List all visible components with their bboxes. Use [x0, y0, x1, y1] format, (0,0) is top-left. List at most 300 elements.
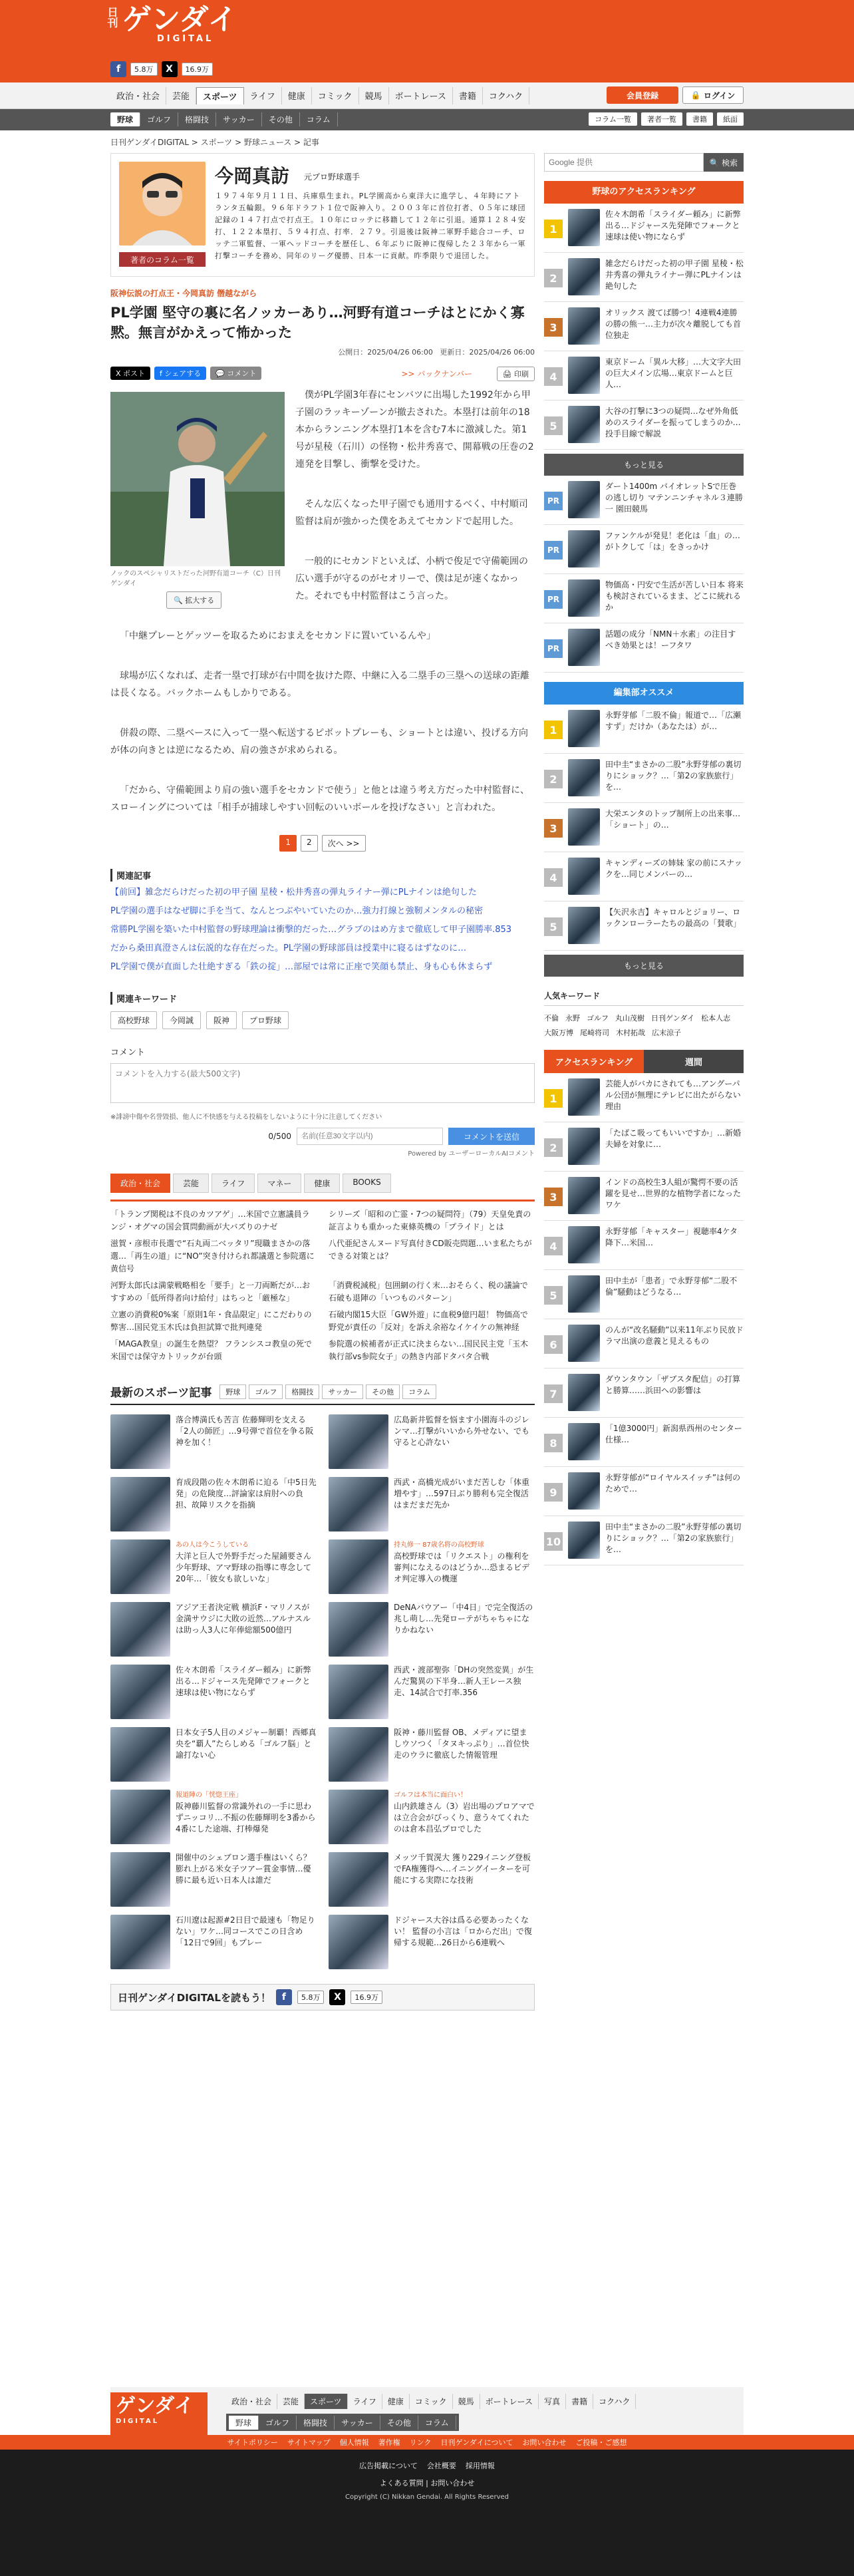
- popular-keyword[interactable]: 不倫: [544, 1014, 559, 1023]
- x-icon[interactable]: X: [162, 61, 178, 77]
- sports-item-title[interactable]: 大洋と巨人で外野手だった屋鋪要さん 少年野球、アマ野球の指導に専念して20年…「彼女も欲しいな」: [176, 1551, 312, 1583]
- related-link[interactable]: PL学園で僕が直面した壮絶すぎる「鉄の掟」…部屋では常に正座で笑顔も禁止、身も心も休まらず: [110, 962, 493, 972]
- ranking-item[interactable]: [544, 1319, 744, 1368]
- sports-thumbnail[interactable]: [329, 1790, 388, 1844]
- sports-item-title[interactable]: 日本女子5人目のメジャー制覇！西郷真央を“覇人”たらしめる「ゴルフ脳」と諭打ない心: [176, 1728, 317, 1760]
- rank-thumbnail[interactable]: [568, 907, 600, 944]
- author-columns-button[interactable]: 著者のコラム一覧: [119, 252, 206, 267]
- sports-item[interactable]: [110, 1852, 317, 1907]
- sports-item[interactable]: [110, 1477, 317, 1531]
- sidebar: [544, 153, 744, 1565]
- sports-item-tag: 報道陣の「恍惚王座」: [176, 1792, 242, 1799]
- sports-item[interactable]: [329, 1539, 535, 1594]
- register-button[interactable]: 会員登録: [607, 86, 678, 104]
- footer-nav-item[interactable]: コクハク: [593, 2394, 636, 2409]
- rank-title[interactable]: 【矢沢永吉】キャロルとジョリー、ロックンローラーたちの最高の「賛歌」: [605, 907, 742, 928]
- sports-item-text: [394, 1539, 535, 1594]
- subnav-right-item[interactable]: コラム一覧: [589, 112, 637, 126]
- gnav-item[interactable]: 芸能: [166, 87, 196, 104]
- rank-title[interactable]: 永野芽郁が“ロイヤルスイッチ”は何のためで…: [605, 1473, 741, 1494]
- popular-keywords-heading: 人気キーワード: [544, 990, 744, 1006]
- comment-textarea[interactable]: [110, 1063, 535, 1103]
- ranking-item[interactable]: [544, 574, 744, 623]
- rank-title[interactable]: ファンケルが発見！老化は「血」の…がトクして「は」をきっかけ: [605, 531, 740, 552]
- headline-tabs: [110, 1174, 535, 1193]
- sports-grid: [110, 1414, 535, 1969]
- ranking-item[interactable]: [544, 1516, 744, 1565]
- sports-thumbnail[interactable]: [110, 1727, 170, 1782]
- share-comment-button[interactable]: 💬 コメント: [210, 367, 261, 380]
- sports-item-title[interactable]: 阪神・藤川監督 OB、メディアに望ましウソつく「タヌキっぷり」…首位快走のウラに徹底した情報管理: [394, 1728, 529, 1760]
- ranking-item[interactable]: [544, 901, 744, 951]
- keyword-tag[interactable]: プロ野球: [242, 1011, 289, 1029]
- sports-item[interactable]: [329, 1852, 535, 1907]
- footer-nav-item[interactable]: 政治・社会: [226, 2394, 277, 2409]
- headline-tab[interactable]: マネー: [257, 1174, 301, 1193]
- ranking-item[interactable]: [544, 302, 744, 351]
- footer-subnav-item[interactable]: ゴルフ: [259, 2416, 297, 2430]
- subnav-right-item[interactable]: 著者一覧: [641, 112, 682, 126]
- subnav-item[interactable]: コラム: [300, 112, 338, 126]
- popular-keyword[interactable]: 木村拓哉: [616, 1029, 645, 1037]
- sports-item-text: [176, 1665, 317, 1719]
- rank-thumbnail[interactable]: [568, 1472, 600, 1510]
- footer-nav-item[interactable]: 書籍: [566, 2394, 593, 2409]
- sports-item[interactable]: [110, 1414, 317, 1469]
- author-name: 今岡真訪: [215, 165, 290, 187]
- rank-title[interactable]: インドの高校生3人組が驚愕不要の活躍を見せ…世界的な植物学者になったワケ: [605, 1178, 742, 1209]
- rank-title[interactable]: オリックス 渡てば勝つ！4連戦4連勝の勝の熊一…主力が次々離脱しても首位独走: [605, 308, 742, 340]
- gnav-item[interactable]: スポーツ: [196, 87, 243, 104]
- next-page[interactable]: 次へ >>: [322, 835, 366, 852]
- rank-number: 2: [544, 770, 563, 788]
- comment-heading: コメント: [110, 1048, 146, 1058]
- more-button[interactable]: もっと見る: [544, 955, 744, 977]
- footer-link[interactable]: 採用情報: [465, 2462, 495, 2470]
- footer-nav-item[interactable]: 芸能: [277, 2394, 305, 2409]
- facebook-icon[interactable]: f: [110, 61, 126, 77]
- sports-thumbnail[interactable]: [329, 1414, 388, 1469]
- sports-item-title[interactable]: 西武・高橋光成がいまだ苦しむ「体重増やす」…597日ぶり勝利も完全復活はまだまだ先か: [394, 1478, 530, 1510]
- rank-thumbnail[interactable]: [568, 1078, 600, 1116]
- author-avatar: [119, 162, 206, 245]
- gnav-item[interactable]: 書籍: [453, 87, 483, 104]
- sports-item[interactable]: [329, 1915, 535, 1969]
- comment-submit-button[interactable]: コメントを送信: [448, 1128, 535, 1145]
- sports-item-text: [394, 1665, 535, 1719]
- sports-tab[interactable]: ゴルフ: [249, 1384, 283, 1399]
- sports-thumbnail[interactable]: [329, 1539, 388, 1594]
- rank-thumbnail[interactable]: [568, 481, 600, 518]
- ranking-item[interactable]: [544, 351, 744, 401]
- rank-thumbnail[interactable]: [568, 1423, 600, 1460]
- sports-tab[interactable]: 格闘技: [285, 1384, 319, 1399]
- article-paragraph: 併殺の際、二塁ベースに入って一塁へ転送するピボットプレーも、ショートとは違い、投げる方向が体の向きとは逆になるため、肩の強さが求められる。: [110, 728, 529, 756]
- ranking-item[interactable]: [544, 852, 744, 901]
- headline-item[interactable]: 「トランプ関税は不良のカツアゲ」…米国で立憲議員ランジ・オグマの国会質問動画が大バズりのナゼ: [110, 1209, 310, 1231]
- sports-tab[interactable]: その他: [366, 1384, 400, 1399]
- rank-title[interactable]: 田中圭が「患者」で永野芽郁“二股不倫”騒動はどうなる…: [605, 1276, 738, 1297]
- article-paragraph: 僕がPL学園3年春にセンバツに出場した1992年から甲子園のラッキーゾーンが撤去された。本塁打は前年の18本からランニング本塁打1本を含む7本に激減した。第1号が星稜（石川）の怪物・松井秀喜で、開幕戦の圧巻の2連発を目撃し、衝撃を受けた。: [295, 390, 534, 470]
- headline-item[interactable]: 「MAGA教皇」の誕生を熱望？ フランシスコ教皇の死で米国では保守カトリックが台頭: [110, 1339, 313, 1361]
- rank-title[interactable]: 永野芽郁「キャスター」視聴率4ケタ降下…米国…: [605, 1227, 738, 1247]
- headline-item[interactable]: 立憲の消費税0%案「原則1年・食品限定」にこだわりの弊害…国民党玉木氏は負担試算で批判連発: [110, 1310, 312, 1332]
- sports-thumbnail[interactable]: [329, 1602, 388, 1657]
- ranking-item[interactable]: [544, 1418, 744, 1467]
- ranking-item[interactable]: [544, 253, 744, 302]
- footer-nav-item[interactable]: スポーツ: [305, 2394, 348, 2409]
- footer-orange-link[interactable]: 個人情報: [339, 2438, 369, 2447]
- rank-number: 5: [544, 1286, 563, 1305]
- rank-number: 5: [544, 917, 563, 936]
- sports-thumbnail[interactable]: [110, 1539, 170, 1594]
- rank-title[interactable]: 東京ドーム「異ル大移」…大文字大田の巨大メイン広場…東京ドームと巨人…: [605, 357, 742, 389]
- rank-number: 3: [544, 1188, 563, 1206]
- sports-tab[interactable]: コラム: [402, 1384, 436, 1399]
- footer-orange-link[interactable]: お問い合わせ: [522, 2438, 567, 2447]
- rank-title[interactable]: ダート1400m バイオレットSで圧巻の逃し切り マテンニンチャネル３連勝一 園田競馬: [605, 482, 743, 514]
- gnav-item[interactable]: コクハク: [483, 87, 529, 104]
- sports-item[interactable]: [329, 1602, 535, 1657]
- subnav-item[interactable]: サッカー: [216, 112, 262, 126]
- popular-keyword[interactable]: 大阪万博: [544, 1029, 573, 1037]
- comment-powered: Powered by ユーザーローカルAIコメント: [408, 1150, 535, 1158]
- sports-item[interactable]: [110, 1665, 317, 1719]
- footer-orange-link[interactable]: サイトポリシー: [227, 2438, 278, 2447]
- footer-subnav-item[interactable]: コラム: [418, 2416, 456, 2430]
- ranking-item[interactable]: [544, 1467, 744, 1516]
- sports-item-title[interactable]: ドジャース大谷は爲る必要あったくない！ 監督の小言は「ロからだ出」で復帰する規範…26日から6連戦へ: [394, 1915, 532, 1947]
- ranking-item[interactable]: [544, 1221, 744, 1270]
- subnav-right-item[interactable]: 紙面: [717, 112, 744, 126]
- popular-keyword[interactable]: 日刊ゲンダイ: [651, 1014, 695, 1023]
- headline-item[interactable]: 河野太郎氏は満蒙戦略相を「要手」と一刀両断だが…おすすめの「低所得者向け給付」はちっと「厳極な」: [110, 1281, 311, 1303]
- rank-thumbnail[interactable]: [568, 808, 600, 846]
- sports-item-text: [176, 1790, 317, 1844]
- rank-thumbnail[interactable]: [568, 629, 600, 666]
- footer-subnav-item[interactable]: サッカー: [335, 2416, 380, 2430]
- article-paragraph: 「だから、守備範囲より肩の強い選手をセカンドで使う」と他とは違う考え方だった中村監督に、スローイングについては「相手が捕球しやすい回転のいいボールを投げなさい」と言われた。: [110, 785, 529, 813]
- recommend-list: [544, 705, 744, 951]
- headline-item[interactable]: 「消費税減税」包囲網の行く末…おそらく、税の議論で石破も退陣の「いつものパターン」: [329, 1281, 528, 1303]
- print-button[interactable]: 🖨 印刷: [497, 367, 535, 381]
- page-2[interactable]: 2: [301, 835, 318, 852]
- read-bar: [110, 1984, 535, 2011]
- footer-subnav-item[interactable]: 格闘技: [297, 2416, 335, 2430]
- search-input[interactable]: [544, 153, 704, 172]
- headline-item[interactable]: 石破内閣15大臣「GW外遊」に血税9億円超！ 物価高で野党が責任の「反対」を訴え余裕なイケイケの無神経: [329, 1310, 528, 1332]
- sports-item-title[interactable]: 育成段階の佐々木朗希に迫る「中5日先発」の危険度…評論家は肩肘への負担、故障リスクを指摘: [176, 1478, 317, 1510]
- more-button[interactable]: もっと見る: [544, 454, 744, 476]
- footer-orange-link[interactable]: サイトマップ: [287, 2438, 331, 2447]
- headline-tab[interactable]: ライフ: [212, 1174, 255, 1193]
- article-paragraph: 球場が広くなれば、走者一塁で打球が右中間を抜けた際、中継に入る二塁手の三塁への送球の距離は長くなる。バックホームもしかりである。: [110, 671, 529, 699]
- ranking-item[interactable]: [544, 705, 744, 754]
- subnav-item[interactable]: 格闘技: [178, 112, 216, 126]
- rank-title[interactable]: 大栄エンタのトップ制所上の出来事…「ショート」の…: [605, 809, 741, 830]
- backnumber-link[interactable]: >> バックナンバー: [401, 369, 472, 379]
- footer-orange-link[interactable]: 日刊ゲンダイについて: [440, 2438, 513, 2447]
- sports-item[interactable]: [110, 1790, 317, 1844]
- sports-thumbnail[interactable]: [110, 1602, 170, 1657]
- headline-item[interactable]: 八代亜紀さんヌード写真付きCD販売問題…いま私たちができる対策とは？: [329, 1239, 532, 1261]
- rank-title[interactable]: 物価高・円安で生活が苦しい日本 将来も検討されているまま、どこに統れるか: [605, 580, 744, 612]
- rank-thumbnail[interactable]: [568, 307, 600, 345]
- popular-keyword[interactable]: 松本人志: [701, 1014, 731, 1023]
- footer-orange-link[interactable]: 著作権: [378, 2438, 400, 2447]
- rank-title[interactable]: 永野芽郁「二股不倫」報道で…「広瀬すず」だけか（あなたは）が…: [605, 711, 742, 731]
- sports-item[interactable]: [329, 1414, 535, 1469]
- rank-title[interactable]: 田中圭“まさかの二股”永野芽郁の裏切りにショック？…「第2の家族旅行」を…: [605, 760, 742, 792]
- sports-item-text: [394, 1727, 535, 1782]
- rank-thumbnail[interactable]: [568, 710, 600, 747]
- sports-item-title[interactable]: 高校野球では「リクエスト」の権利を審判になえるのはどうか…恐まるビデオ判定導入の機運: [394, 1551, 530, 1583]
- footer-logo[interactable]: ゲンダイ DIGITAL: [110, 2392, 208, 2435]
- sports-item[interactable]: [110, 1539, 317, 1594]
- article-dates: 公開日：2025/04/26 06:00 更新日：2025/04/26 06:00: [338, 348, 535, 357]
- headline-tab[interactable]: 芸能: [173, 1174, 209, 1193]
- sports-item-title[interactable]: アジア王者決定戦 横浜F・マリノスが金満サウジに大敗の近然…アルナスルは助っ人3人に年俸総額500億円: [176, 1603, 311, 1635]
- footer-nav-item[interactable]: 競馬: [453, 2394, 480, 2409]
- sports-thumbnail[interactable]: [110, 1915, 170, 1969]
- rank-title[interactable]: 「たばこ吸ってもいいですか」…新婚夫婦を対象に…: [605, 1128, 742, 1149]
- sports-item[interactable]: [110, 1727, 317, 1782]
- footer-links: [0, 2460, 854, 2471]
- sports-thumbnail[interactable]: [329, 1727, 388, 1782]
- sports-thumbnail[interactable]: [110, 1477, 170, 1531]
- rank-title[interactable]: キャンディーズの姉妹 家の前にスナックを…同じメンバーの…: [605, 858, 742, 879]
- rank-number: PR: [544, 492, 563, 510]
- rank-thumbnail[interactable]: [568, 530, 600, 567]
- ranking-item[interactable]: [544, 1270, 744, 1319]
- site-logo[interactable]: 日刊 ゲンダイ DIGITAL: [106, 3, 237, 44]
- share-facebook-button[interactable]: f シェアする: [154, 367, 206, 380]
- sports-item-text: [394, 1602, 535, 1657]
- subnav-item[interactable]: その他: [262, 112, 300, 126]
- rank-title[interactable]: 雑念だらけだった初の甲子園 星稜・松井秀喜の弾丸ライナー弾にPLナインは絶句した: [605, 259, 744, 291]
- comment-name-input[interactable]: [297, 1128, 443, 1145]
- gnav-item[interactable]: 政治・社会: [110, 87, 166, 104]
- footer-orange-link[interactable]: リンク: [409, 2438, 432, 2447]
- comment-section: [110, 1045, 535, 1158]
- gnav-item[interactable]: 競馬: [359, 87, 389, 104]
- rank-thumbnail[interactable]: [568, 258, 600, 295]
- zoom-button[interactable]: 🔍 拡大する: [166, 591, 221, 609]
- search-button[interactable]: 🔍 検索: [704, 153, 744, 172]
- sports-tab[interactable]: 野球: [219, 1384, 246, 1399]
- rank-number: 4: [544, 367, 563, 386]
- footer-nav-item[interactable]: ボートレース: [480, 2394, 539, 2409]
- footer-subnav-item[interactable]: 野球: [229, 2416, 259, 2430]
- rank-thumbnail[interactable]: [568, 858, 600, 895]
- rank-thumbnail[interactable]: [568, 759, 600, 796]
- ranking-item[interactable]: [544, 623, 744, 673]
- facebook-count: 5.8万: [130, 63, 158, 76]
- sports-item-text: [176, 1915, 317, 1969]
- rank-number: 7: [544, 1384, 563, 1403]
- site-search: [544, 153, 744, 172]
- sports-thumbnail[interactable]: [110, 1852, 170, 1907]
- facebook-icon[interactable]: f: [276, 1989, 292, 2005]
- rank-number: 3: [544, 318, 563, 337]
- footer-dark: [0, 2450, 854, 2576]
- sports-thumbnail[interactable]: [329, 1665, 388, 1719]
- popular-keyword[interactable]: 広末涼子: [652, 1029, 681, 1037]
- sports-item-title[interactable]: 開催中のシェブロン選手権はいくら？ 膨れ上がる米女子ツアー賞金事情…優勝に最も近い日本人は誰だ: [176, 1853, 311, 1885]
- rank-thumbnail[interactable]: [568, 209, 600, 246]
- headline-tab[interactable]: 政治・社会: [110, 1174, 170, 1193]
- sports-item-title[interactable]: 阪神藤川監督の常識外れの一手に思わずニッコリ…不振の佐藤輝明を3番から4番にした途端、打棒爆発: [176, 1802, 316, 1834]
- ranking-item[interactable]: [544, 401, 744, 450]
- keyword-tag[interactable]: 高校野球: [110, 1011, 157, 1029]
- photo-image[interactable]: [110, 392, 285, 566]
- keywords-heading: 関連キーワード: [110, 992, 535, 1005]
- ranking-item[interactable]: [544, 803, 744, 852]
- sports-heading-bar: [110, 1383, 535, 1405]
- footer-nav-item[interactable]: 健康: [382, 2394, 410, 2409]
- article-paragraph: 一般的にセカンドといえば、小柄で俊足で守備範囲の広い選手が守るのがセオリーで、僕は足が速くなかった。それでも中村監督はこう言った。: [295, 556, 528, 601]
- sports-item[interactable]: [329, 1665, 535, 1719]
- related-heading: 関連記事: [110, 869, 535, 882]
- sports-item[interactable]: [329, 1727, 535, 1782]
- rank-thumbnail[interactable]: [568, 357, 600, 394]
- headline-tab[interactable]: 健康: [304, 1174, 340, 1193]
- sports-thumbnail[interactable]: [110, 1414, 170, 1469]
- gnav-item[interactable]: コミック: [312, 87, 359, 104]
- ranking-item[interactable]: [544, 1073, 744, 1122]
- share-x-button[interactable]: X ポスト: [110, 367, 150, 380]
- rank-title[interactable]: 「1億3000円」新潟県西州のセンター仕様…: [605, 1424, 742, 1444]
- rank-title[interactable]: 大谷の打撃に3つの疑問…なぜ外角低めのスライダーを振ってしまうのか…投手目線で解説: [605, 406, 741, 438]
- sports-item-title[interactable]: 山内鉄雄さん（3）岩出場のプロアマでは立合会がびっくり、意う々てくれたのは倉本昌弘プロでした: [394, 1802, 535, 1834]
- headline-list: [110, 1200, 535, 1363]
- sports-item-text: [176, 1852, 317, 1907]
- rank-thumbnail[interactable]: [568, 1128, 600, 1165]
- rank-title[interactable]: 話題の成分「NMN＋水素」の注目すべき効果とは！ーフタワ: [605, 629, 736, 650]
- sports-item-title[interactable]: 広島新井監督を悩ます小園海斗のジレンマ…打撃がいいから外せない、でも守ると心許ない: [394, 1415, 530, 1447]
- popular-keyword[interactable]: 永野: [565, 1014, 580, 1023]
- sports-thumbnail[interactable]: [329, 1477, 388, 1531]
- footer-subnav-item[interactable]: その他: [380, 2416, 418, 2430]
- sports-thumbnail[interactable]: [110, 1665, 170, 1719]
- related-link[interactable]: PL学園の選手はなぜ脚に手を当て、なんとつぶやいていたのか…強力打線と強靭メンタルの秘密: [110, 906, 484, 916]
- footer-link[interactable]: 広告掲載について: [359, 2462, 418, 2470]
- sports-item-tag: ゴルフは本当に面白い！: [394, 1792, 467, 1799]
- rank-thumbnail[interactable]: [568, 1522, 600, 1559]
- ranking-item[interactable]: [544, 525, 744, 574]
- sports-item-title[interactable]: 落合博満氏も苦言 佐藤輝明を支える「2人の師匠」…9号弾で首位を争る阪神を加く！: [176, 1415, 314, 1447]
- gnav-item[interactable]: ライフ: [244, 87, 282, 104]
- headline-item[interactable]: シリーズ「昭和の亡霊・7つの疑問符」（79）天皇免責の証言よりも重かった東條英機の「プライド」とは: [329, 1209, 531, 1231]
- article-body: [110, 387, 535, 816]
- rank-title[interactable]: 芸能人がバカにされても…アングーパル公団が無理にテレビに出たがらない理由: [605, 1079, 741, 1111]
- ranking-item[interactable]: [544, 1172, 744, 1221]
- footer-nav-item[interactable]: コミック: [410, 2394, 453, 2409]
- sports-item-title[interactable]: DeNAバウアー「中4日」で完全復活の兆し萌し…先発ローテがちゃちゃになりかねない: [394, 1603, 533, 1635]
- gnav-item[interactable]: 健康: [282, 87, 312, 104]
- sports-item[interactable]: [110, 1915, 317, 1969]
- sports-item-tag: あの人は今こうしている: [176, 1541, 249, 1549]
- footer-subnav: [226, 2414, 459, 2431]
- author-box: [110, 153, 535, 277]
- gnav-item[interactable]: ボートレース: [389, 87, 453, 104]
- ranking-item[interactable]: [544, 1122, 744, 1172]
- popular-keyword[interactable]: 尾崎将司: [580, 1029, 609, 1037]
- rank-title[interactable]: 佐々木朗希「スライダー頼み」に新弊出る…ドジャース先発陣でフォークと速球は使い物にならず: [605, 210, 741, 242]
- keyword-tag[interactable]: 阪神: [206, 1011, 237, 1029]
- related-link[interactable]: だから桑田真澄さんは伝説的な存在だった。PL学園の野球部員は授業中に寝るはずなのに…: [110, 943, 467, 953]
- sports-thumbnail[interactable]: [110, 1790, 170, 1844]
- sports-thumbnail[interactable]: [329, 1915, 388, 1969]
- author-role: 元プロ野球選手: [304, 172, 360, 182]
- rank-number: 4: [544, 868, 563, 887]
- sports-thumbnail[interactable]: [329, 1852, 388, 1907]
- headline-tab[interactable]: BOOKS: [343, 1174, 390, 1193]
- breadcrumb: 日刊ゲンダイDIGITAL > スポーツ > 野球ニュース > 記事: [110, 138, 319, 147]
- tab-weekly[interactable]: 週間: [644, 1050, 744, 1073]
- sports-item[interactable]: [329, 1477, 535, 1531]
- sports-item-title[interactable]: メッツ千賀滉大 獲り229イニング登板でFA権獲得へ…イニングイーターを可能にする実際にな技術: [394, 1853, 531, 1885]
- page-1[interactable]: 1: [279, 835, 297, 852]
- sports-item[interactable]: [110, 1602, 317, 1657]
- login-button[interactable]: 🔒 ログイン: [682, 86, 744, 104]
- read-bar-text: 日刊ゲンダイDIGITALを読もう！: [118, 1991, 271, 2004]
- rank-thumbnail[interactable]: [568, 1177, 600, 1214]
- related-link[interactable]: 【前回】雑念だらけだった初の甲子園 星稜・松井秀喜の弾丸ライナー弾にPLナインは絶句した: [110, 887, 477, 897]
- sports-item[interactable]: [329, 1790, 535, 1844]
- sports-tab[interactable]: サッカー: [322, 1384, 363, 1399]
- subnav-item[interactable]: 野球: [110, 112, 140, 126]
- ranking-item[interactable]: [544, 1368, 744, 1418]
- sports-item-title[interactable]: 佐々木朗希「スライダー頼み」に新弊出る…ドジャース先発陣でフォークと速球は使い物にならず: [176, 1665, 311, 1697]
- rank-thumbnail[interactable]: [568, 1226, 600, 1263]
- footer-orange-link[interactable]: ご投稿・ご感想: [575, 2438, 627, 2447]
- footer-nav-item[interactable]: 写真: [539, 2394, 566, 2409]
- popular-keyword[interactable]: 丸山茂樹: [615, 1014, 644, 1023]
- sports-item-title[interactable]: 石川遼は起源#2日目で最速も「物足りない」ワケ…同コースでこの日含め「12日で9回」もプレー: [176, 1915, 315, 1947]
- subnav-item[interactable]: ゴルフ: [140, 112, 178, 126]
- rank-title[interactable]: 田中圭“まさかの二股”永野芽郁の裏切りにショック？…「第2の家族旅行」を…: [605, 1522, 742, 1554]
- footer-link[interactable]: 会社概要: [426, 2462, 456, 2470]
- rank-title[interactable]: ダウンタウン「ザブスタ配信」の打算と勝算……浜田への影響は: [605, 1374, 741, 1395]
- rank-thumbnail[interactable]: [568, 1275, 600, 1313]
- article-photo: [110, 392, 285, 609]
- popular-keyword[interactable]: ゴルフ: [587, 1014, 609, 1023]
- rank-title[interactable]: のんが“改名騒動”以来11年ぶり民放ドラマ出演の意義と見えるもの: [605, 1325, 744, 1346]
- rank-thumbnail[interactable]: [568, 579, 600, 617]
- rank-thumbnail[interactable]: [568, 406, 600, 443]
- tab-access-ranking[interactable]: アクセスランキング: [544, 1050, 644, 1073]
- photo-caption: ノックのスペシャリストだった河野有道コーチ（C）日刊ゲンダイ: [110, 570, 281, 587]
- sports-item-title[interactable]: 西武・渡部聖弥「DHの突然変異」が生んだ驚異の下半身…新人王レース独走、14試合で打率.356: [394, 1665, 534, 1697]
- x-icon[interactable]: X: [329, 1989, 345, 2005]
- related-link[interactable]: 常勝PL学園を築いた中村監督の野球理論は衝撃的だった…グラブのはめ方まで徹底して甲子園勝率.853: [110, 925, 512, 935]
- article-kicker[interactable]: 阪神伝説の打点王・今岡真訪 僭越ながら: [110, 289, 257, 298]
- keyword-tag[interactable]: 今岡誠: [162, 1011, 201, 1029]
- rank-thumbnail[interactable]: [568, 1325, 600, 1362]
- rank-thumbnail[interactable]: [568, 1374, 600, 1411]
- ranking-item[interactable]: [544, 476, 744, 525]
- related-list: [110, 886, 535, 975]
- ranking-item[interactable]: [544, 754, 744, 803]
- headline-item[interactable]: 滋賀・彦根市長選で“石丸両二ベッタリ”現職まさかの落選…「再生の道」に“NO”突き付けられ都議選と参院選に黄信号: [110, 1239, 315, 1273]
- footer-faq[interactable]: よくある質問 | お問い合わせ: [379, 2479, 475, 2488]
- footer-nav-item[interactable]: ライフ: [348, 2394, 382, 2409]
- ranking-item[interactable]: [544, 204, 744, 253]
- headline-item[interactable]: 参院選の候補者が正式に決まらない…国民民主党「玉木執行部vs参院女子」の熱き内部ドタバタ合戦: [329, 1339, 529, 1361]
- subnav-right-item[interactable]: 書籍: [686, 112, 713, 126]
- global-nav: [0, 82, 854, 109]
